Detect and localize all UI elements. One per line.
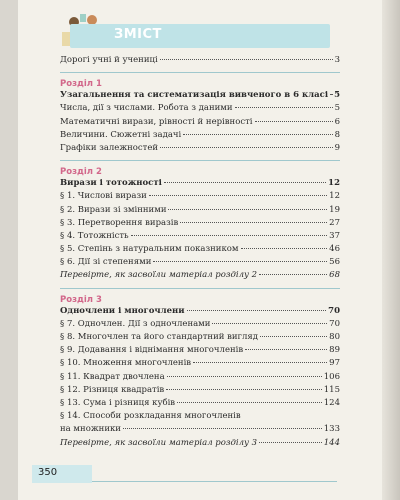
toc-entry bbox=[60, 305, 340, 318]
section-divider bbox=[60, 160, 340, 161]
toc-entry-title: Дорогі учні й учениці bbox=[60, 55, 158, 65]
dot-leader bbox=[241, 248, 328, 249]
dot-leader bbox=[160, 59, 333, 60]
dot-leader bbox=[330, 94, 332, 95]
toc-entry bbox=[60, 371, 340, 384]
toc-entry bbox=[60, 142, 340, 155]
toc-entry-page: 106 bbox=[323, 371, 340, 382]
toc-entry bbox=[60, 269, 340, 282]
toc-entry-title: Графіки залежностей bbox=[60, 142, 159, 153]
toc-entry-title: § 9. Додавання і віднімання многочленів bbox=[60, 345, 244, 356]
toc-entry-page: 70 bbox=[329, 318, 340, 329]
toc-entry-page: 56 bbox=[329, 257, 340, 268]
section-heading: Розділ 2 bbox=[60, 167, 102, 178]
dot-leader bbox=[245, 349, 327, 350]
toc-entry-page: 68 bbox=[329, 270, 340, 281]
toc-entry bbox=[60, 318, 340, 331]
toc-entry-title: Вирази і тотожності bbox=[60, 178, 162, 189]
dot-leader bbox=[235, 107, 333, 108]
dot-leader bbox=[168, 209, 327, 210]
toc-entry-page: 89 bbox=[329, 345, 340, 356]
toc-entry-page: 8 bbox=[334, 129, 340, 140]
toc-entry-title: § 8. Многочлен та його стандартний вигляд bbox=[60, 332, 259, 342]
dot-leader bbox=[131, 235, 328, 236]
toc-entry-title: Числа, дії з числами. Робота з даними bbox=[60, 103, 233, 114]
toc-entry-title: § 6. Дії зі степенями bbox=[60, 257, 152, 268]
dot-leader bbox=[149, 195, 327, 196]
dot-leader bbox=[183, 134, 332, 135]
toc-entry-page: 46 bbox=[329, 244, 340, 255]
toc-entry bbox=[60, 397, 340, 410]
dot-leader bbox=[259, 442, 322, 443]
toc-entry-title: § 12. Різниця квадратів bbox=[60, 384, 165, 395]
dot-leader bbox=[123, 428, 322, 429]
header-band bbox=[70, 24, 330, 48]
toc-entry-title: § 14. Способи розкладання многочленів bbox=[60, 411, 241, 422]
toc-entry-title: § 11. Квадрат двочлена bbox=[60, 371, 165, 382]
dot-leader bbox=[260, 336, 327, 337]
toc-entry-page: 27 bbox=[329, 217, 340, 228]
toc-entry bbox=[60, 243, 340, 256]
toc-entry bbox=[60, 357, 340, 370]
footer-rule bbox=[92, 481, 337, 482]
section-heading: Розділ 1 bbox=[60, 79, 102, 90]
toc-entry bbox=[60, 423, 340, 436]
toc-entry-title: § 10. Множення многочленів bbox=[60, 358, 192, 369]
page-title: ЗМІСТ bbox=[114, 27, 162, 42]
toc-entry-page: 115 bbox=[323, 384, 340, 395]
dot-leader bbox=[212, 323, 327, 324]
table-of-contents bbox=[60, 54, 340, 450]
toc-entry bbox=[60, 410, 340, 423]
toc-entry-page: 3 bbox=[334, 55, 340, 65]
toc-entry bbox=[60, 102, 340, 115]
toc-entry-page: 19 bbox=[329, 204, 340, 215]
section-heading: Розділ 3 bbox=[60, 294, 102, 305]
dot-leader bbox=[153, 261, 327, 262]
section-divider bbox=[60, 72, 340, 73]
toc-entry bbox=[60, 331, 340, 344]
toc-entry-title: Узагальнення та систематизація вивченого в 6 класі bbox=[60, 90, 329, 101]
dot-leader bbox=[160, 147, 332, 148]
toc-entry bbox=[60, 190, 340, 203]
toc-entry bbox=[60, 177, 340, 190]
toc-entry bbox=[60, 116, 340, 129]
toc-entry-page: 144 bbox=[323, 437, 340, 448]
dot-leader bbox=[177, 402, 322, 403]
toc-entry-title: § 1. Числові вирази bbox=[60, 191, 147, 202]
toc-entry-title: § 2. Вирази зі змінними bbox=[60, 204, 167, 215]
toc-entry-page: 80 bbox=[329, 332, 340, 342]
dot-leader bbox=[187, 310, 327, 311]
toc-entry-page: 12 bbox=[328, 178, 340, 189]
toc-entry-title: Величини. Сюжетні задачі bbox=[60, 129, 182, 140]
toc-entry-title: § 3. Перетворення виразів bbox=[60, 217, 179, 228]
section-divider bbox=[60, 288, 340, 289]
toc-entry-page: 124 bbox=[323, 397, 340, 408]
page-number: 350 bbox=[38, 467, 58, 478]
dot-leader bbox=[193, 362, 327, 363]
toc-entry-page: 37 bbox=[329, 230, 340, 241]
dot-leader bbox=[164, 182, 326, 183]
dot-leader bbox=[259, 274, 327, 275]
toc-entry-title: § 5. Степінь з натуральним показником bbox=[60, 244, 239, 255]
toc-entry bbox=[60, 217, 340, 230]
toc-entry-page: 5 bbox=[334, 103, 340, 114]
page-edge bbox=[382, 0, 400, 500]
toc-entry bbox=[60, 89, 340, 102]
toc-entry bbox=[60, 204, 340, 217]
dot-leader bbox=[166, 389, 322, 390]
toc-entry bbox=[60, 384, 340, 397]
toc-entry-title: Одночлени і многочлени bbox=[60, 305, 185, 316]
toc-entry bbox=[60, 129, 340, 142]
toc-entry-page: 5 bbox=[334, 90, 340, 101]
toc-entry bbox=[60, 437, 340, 450]
toc-entry-title: на множники bbox=[60, 424, 121, 435]
dot-leader bbox=[255, 121, 333, 122]
toc-entry bbox=[60, 54, 340, 67]
toc-entry-title: § 7. Одночлен. Дії з одночленами bbox=[60, 318, 211, 329]
toc-entry-title: Перевірте, як засвоїли матеріал розділу 3 bbox=[60, 437, 258, 448]
dot-leader bbox=[167, 376, 322, 377]
toc-entry bbox=[60, 230, 340, 243]
toc-entry-title: Перевірте, як засвоїли матеріал розділу 2 bbox=[60, 270, 258, 281]
toc-entry-page: 6 bbox=[334, 116, 340, 127]
toc-entry-page: 12 bbox=[329, 191, 340, 202]
toc-entry bbox=[60, 256, 340, 269]
toc-entry-title: § 13. Сума і різниця кубів bbox=[60, 397, 176, 408]
dot-leader bbox=[180, 222, 327, 223]
toc-entry-title: § 4. Тотожність bbox=[60, 230, 129, 241]
toc-entry-page: 70 bbox=[328, 305, 340, 316]
toc-entry bbox=[60, 344, 340, 357]
toc-entry-title: Математичні вирази, рівності й нерівності bbox=[60, 116, 253, 127]
toc-entry-page: 97 bbox=[329, 358, 340, 369]
toc-entry-page: 9 bbox=[334, 142, 340, 153]
toc-entry-page: 133 bbox=[323, 424, 340, 435]
